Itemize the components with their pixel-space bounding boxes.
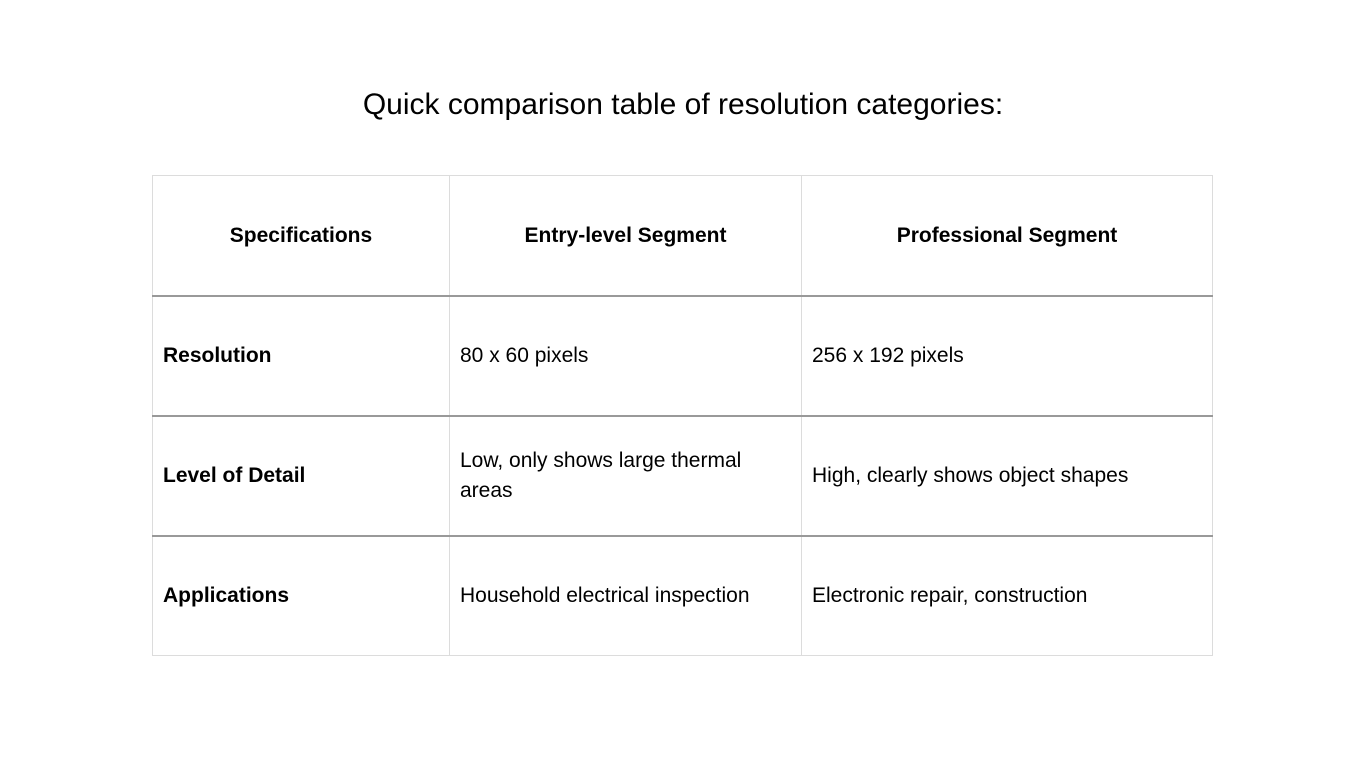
- header-row: [153, 176, 1213, 296]
- row-label-level-of-detail: Level of Detail: [153, 416, 450, 536]
- cell-level-of-detail-professional: High, clearly shows object shapes: [802, 416, 1213, 536]
- header-cell-professional-segment: Professional Segment: [802, 176, 1213, 296]
- header-cell-specifications: Specifications: [153, 176, 450, 296]
- cell-resolution-entry-level: 80 x 60 pixels: [450, 296, 802, 416]
- cell-applications-entry-level: Household electrical inspection: [450, 536, 802, 656]
- row-label-applications: Applications: [153, 536, 450, 656]
- cell-applications-professional: Electronic repair, construction: [802, 536, 1213, 656]
- table-row-level-of-detail: [153, 416, 1213, 536]
- table-row-applications: [153, 536, 1213, 656]
- row-label-resolution: Resolution: [153, 296, 450, 416]
- cell-resolution-professional: 256 x 192 pixels: [802, 296, 1213, 416]
- table-row-resolution: [153, 296, 1213, 416]
- page-title: Quick comparison table of resolution categories:: [362, 88, 1004, 121]
- header-cell-entry-level-segment: Entry-level Segment: [450, 176, 802, 296]
- cell-level-of-detail-entry-level: Low, only shows large thermal areas: [450, 416, 802, 536]
- comparison-table: [152, 175, 1213, 656]
